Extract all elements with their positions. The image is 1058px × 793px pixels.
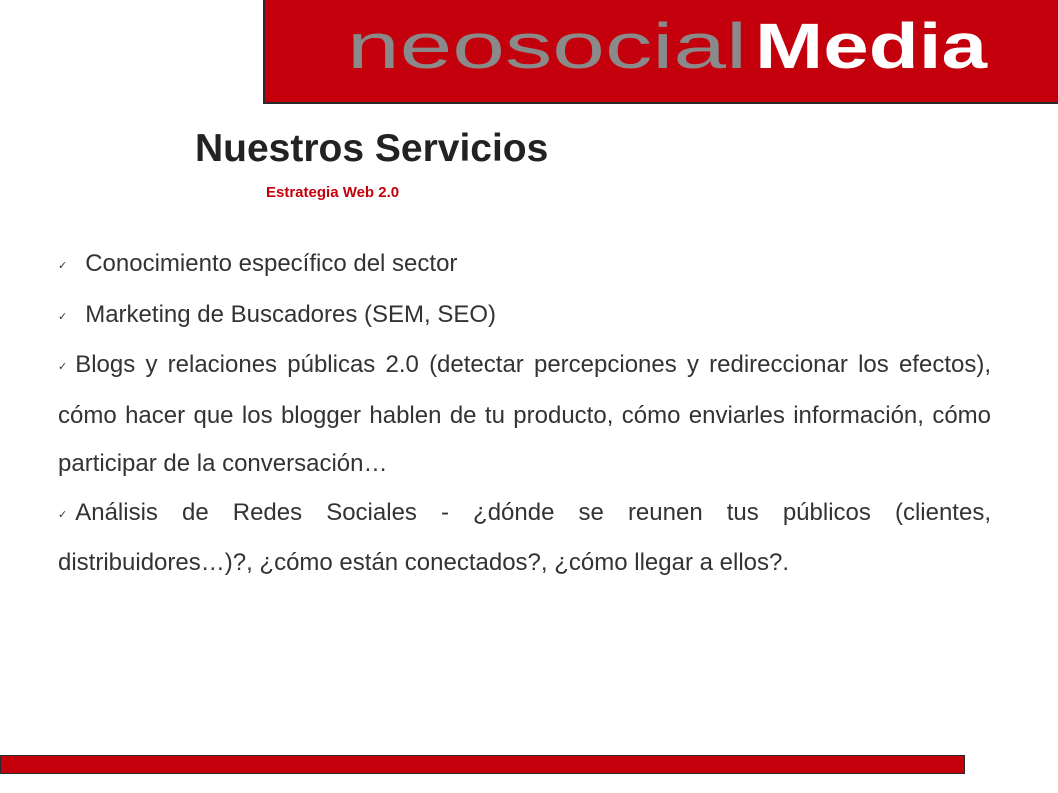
services-list xyxy=(58,240,991,588)
check-icon: ✓ xyxy=(58,361,68,373)
list-item xyxy=(58,291,991,342)
check-icon: ✓ xyxy=(58,310,68,323)
footer-bar xyxy=(0,755,965,774)
page-subtitle: Estrategia Web 2.0 xyxy=(266,184,400,201)
check-icon: ✓ xyxy=(58,508,68,521)
service-text: Marketing de Buscadores (SEM, SEO) xyxy=(85,300,497,328)
service-text: Análisis de Redes Sociales - ¿dónde se reunen tus públicos (clientes, distribuidores…)?, ¿cómo están conectados?, ¿cómo llegar a ellos?. xyxy=(58,498,991,576)
page-title: Nuestros Servicios xyxy=(195,127,549,170)
logo-text-neosocial: neosocial xyxy=(347,10,747,82)
list-item xyxy=(58,240,991,291)
header-banner xyxy=(263,0,1058,104)
check-icon: ✓ xyxy=(58,260,68,272)
logo-text-media: Media xyxy=(755,10,988,82)
neosocialmedia-logo xyxy=(347,8,997,92)
service-text: Blogs y relaciones públicas 2.0 (detectar percepciones y redireccionar los efectos), cómo hacer que los blogger hablen de tu producto, cómo enviarles información, cómo participar de la conversación… xyxy=(58,351,991,477)
service-text: Conocimiento específico del sector xyxy=(85,250,458,277)
list-item xyxy=(58,489,991,588)
list-item xyxy=(58,341,991,489)
